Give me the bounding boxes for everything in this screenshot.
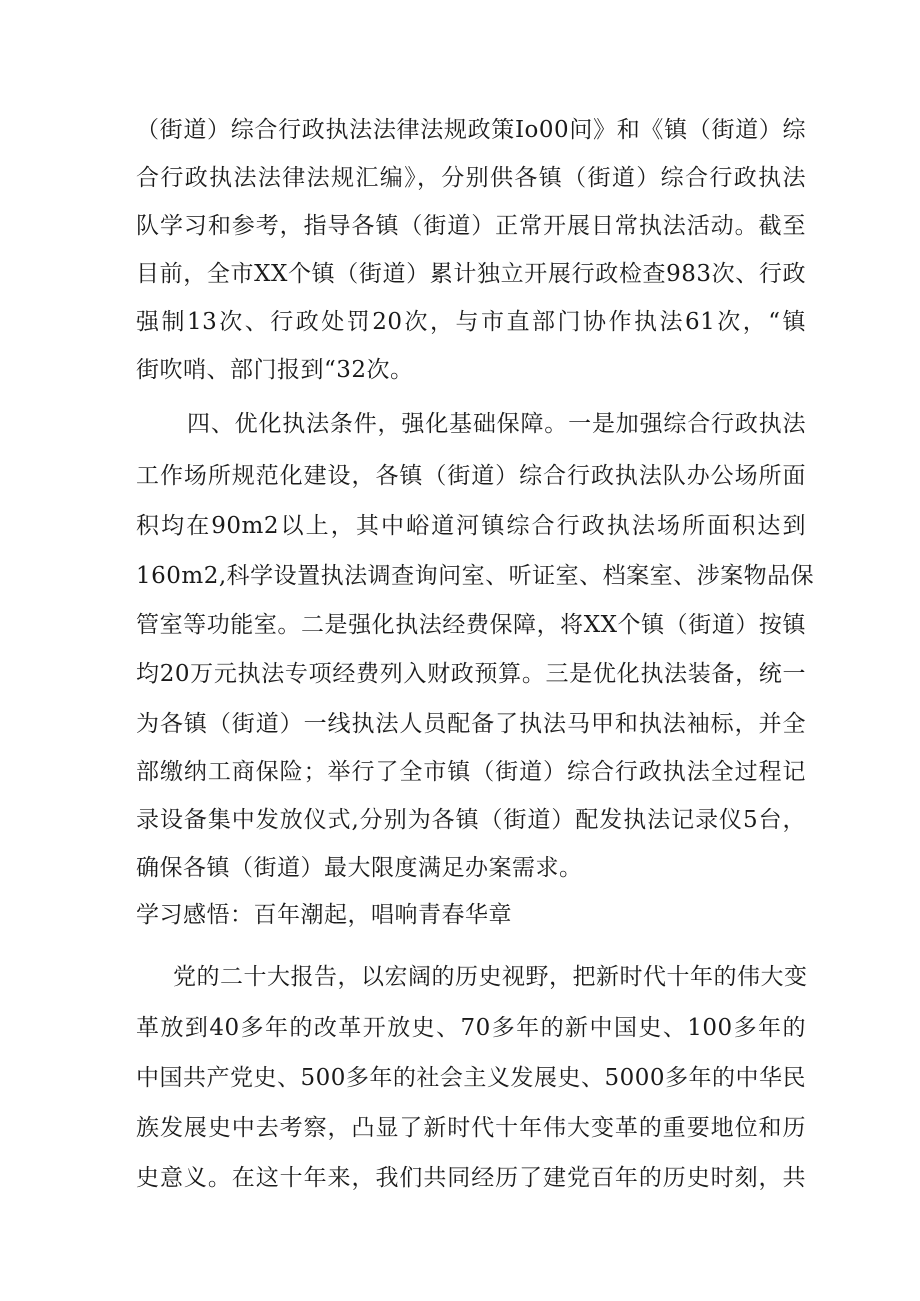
paragraph-2-line-6: 均20万元执法专项经费列入财政预算。三是优化执法装备，统一 xyxy=(136,661,806,687)
paragraph-3-line-5: 史意义。在这十年来，我们共同经历了建党百年的历史时刻，共 xyxy=(136,1165,806,1191)
paragraph-3-line-3: 中国共产党史、500多年的社会主义发展史、5000多年的中华民 xyxy=(136,1065,806,1091)
paragraph-1-line-6: 街吹哨、部门报到“32次。 xyxy=(136,357,414,383)
paragraph-2-line-3: 积均在90m2以上，其中峪道河镇综合行政执法场所面积达到 xyxy=(136,513,806,539)
paragraph-2-line-5: 管室等功能室。二是强化执法经费保障，将XX个镇（街道）按镇 xyxy=(136,612,806,638)
paragraph-2-line-9: 录设备集中发放仪式,分别为各镇（街道）配发执法记录仪5台， xyxy=(136,807,806,833)
paragraph-1-line-4: 目前，全市XX个镇（街道）累计独立开展行政检查983次、行政 xyxy=(136,261,806,287)
paragraph-2-line-2: 工作场所规范化建设，各镇（街道）综合行政执法队办公场所面 xyxy=(136,463,806,489)
paragraph-1-line-5: 强制13次、行政处罚20次，与市直部门协作执法61次，“镇 xyxy=(136,309,806,335)
paragraph-1-line-3: 队学习和参考，指导各镇（街道）正常开展日常执法活动。截至 xyxy=(136,213,806,239)
paragraph-2-line-10: 确保各镇（街道）最大限度满足办案需求。 xyxy=(136,855,583,881)
paragraph-3-line-2: 革放到40多年的改革开放史、70多年的新中国史、100多年的 xyxy=(136,1015,806,1041)
paragraph-2-line-8: 部缴纳工商保险；举行了全市镇（街道）综合行政执法全过程记 xyxy=(136,759,806,785)
paragraph-1-line-2: 合行政执法法律法规汇编》，分别供各镇（街道）综合行政执法 xyxy=(136,165,806,191)
paragraph-2-line-1: 四、优化执法条件，强化基础保障。一是加强综合行政执法 xyxy=(187,411,806,437)
paragraph-2-line-4: 160m2,科学设置执法调查询问室、听证室、档案室、涉案物品保 xyxy=(136,563,815,589)
paragraph-1-line-1: （街道）综合行政执法法律法规政策Io00问》和《镇（街道）综 xyxy=(136,117,806,143)
paragraph-2-line-7: 为各镇（街道）一线执法人员配备了执法马甲和执法袖标，并全 xyxy=(136,711,806,737)
paragraph-3-line-1: 党的二十大报告，以宏阔的历史视野，把新时代十年的伟大变 xyxy=(173,964,808,990)
paragraph-3-line-4: 族发展史中去考察，凸显了新时代十年伟大变革的重要地位和历 xyxy=(136,1115,806,1141)
section-heading: 学习感悟：百年潮起，唱响青春华章 xyxy=(136,902,512,928)
